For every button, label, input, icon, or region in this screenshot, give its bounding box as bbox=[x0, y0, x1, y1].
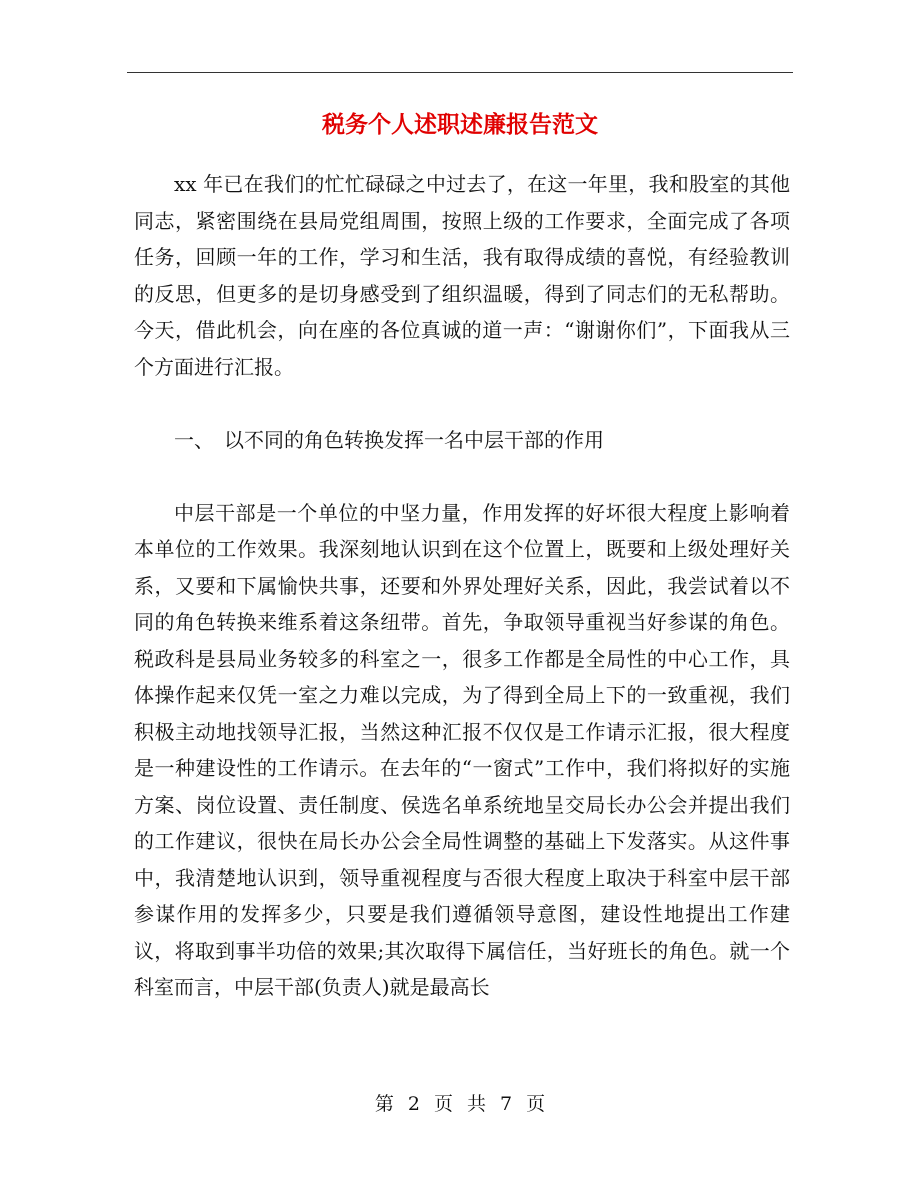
document-title: 税务个人述职述廉报告范文 bbox=[322, 111, 598, 138]
header-rule bbox=[127, 72, 793, 73]
page-number-footer: 第 2 页 共 7 页 bbox=[374, 1093, 546, 1115]
document-body bbox=[134, 166, 790, 1006]
section-heading: 一、 以不同的角色转换发挥一名中层干部的作用 bbox=[174, 427, 604, 452]
paragraph-intro: xx 年已在我们的忙忙碌碌之中过去了，在这一年里，我和股室的其他同志，紧密围绕在县局党组周围，按照上级的工作要求，全面完成了各项任务，回顾一年的工作，学习和生活，我有取得成绩的喜悦，有经验教训的反思，但更多的是切身感受到了组织温暖，得到了同志们的无私帮助。今天，借此机会，向在座的各位真诚的道一声：“谢谢你们”，下面我从三个方面进行汇报。 bbox=[134, 172, 790, 379]
paragraph-section-1: 中层干部是一个单位的中坚力量，作用发挥的好坏很大程度上影响着本单位的工作效果。我深刻地认识到在这个位置上，既要和上级处理好关系，又要和下属愉快共事，还要和外界处理好关系，因此，我尝试着以不同的角色转换来维系着这条纽带。首先，争取领导重视当好参谋的角色。税政科是县局业务较多的科室之一，很多工作都是全局性的中心工作，具体操作起来仅凭一室之力难以完成，为了得到全局上下的一致重视，我们积极主动地找领导汇报，当然这种汇报不仅仅是工作请示汇报，很大程度是一种建设性的工作请示。在去年的“一窗式”工作中，我们将拟好的实施方案、岗位设置、责任制度、侯选名单系统地呈交局长办公会并提出我们的工作建议，很快在局长办公会全局性调整的基础上下发落实。从这件事中，我清楚地认识到，领导重视程度与否很大程度上取决于科室中层干部参谋作用的发挥多少，只要是我们遵循领导意图，建设性地提出工作建议，将取到事半功倍的效果;其次取得下属信任，当好班长的角色。就一个科室而言，中层干部(负责人)就是最高长 bbox=[134, 500, 790, 999]
